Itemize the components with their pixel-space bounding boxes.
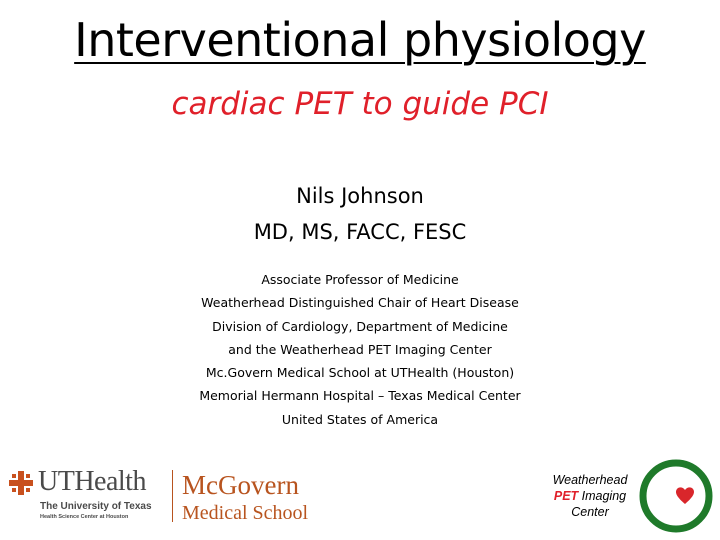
affiliation-line: and the Weatherhead PET Imaging Center <box>228 341 492 357</box>
affiliation-line: Mc.Govern Medical School at UTHealth (Houston) <box>205 365 515 381</box>
logo-divider <box>172 470 173 522</box>
affiliation-line: Division of Cardiology, Department of Medicine <box>212 318 508 334</box>
uthealth-subtitle-small: Health Science Center at Houston <box>40 514 129 520</box>
heart-icon <box>676 487 694 504</box>
uthealth-subtitle: The University of Texas <box>40 501 152 512</box>
affiliation-line: Weatherhead Distinguished Chair of Heart Disease <box>201 295 519 311</box>
pet-center-logo <box>638 458 714 534</box>
pet-center-line1: Weatherhead <box>552 473 628 487</box>
mcgovern-school: Medical School <box>182 502 309 524</box>
affiliation-line: Associate Professor of Medicine <box>261 272 459 287</box>
affiliation-line: Memorial Hermann Hospital – Texas Medical Center <box>199 388 521 404</box>
mcgovern-wordmark: McGovern <box>182 470 299 500</box>
uthealth-logo <box>8 468 168 526</box>
uthealth-wordmark: UTHealth <box>38 466 146 497</box>
speaker-credentials: MD, MS, FACC, FESC <box>253 220 467 244</box>
pet-center-label <box>540 472 640 520</box>
speaker-name: Nils Johnson <box>296 184 424 208</box>
pet-center-imaging: Imaging <box>578 489 627 503</box>
pet-center-line2 <box>540 488 640 504</box>
pet-center-line3: Center <box>571 505 609 519</box>
uthealth-cross-icon <box>8 470 34 496</box>
speaker-block <box>0 178 720 250</box>
mcgovern-logo <box>182 470 342 526</box>
affiliation-line: United States of America <box>281 411 439 427</box>
slide-subtitle: cardiac PET to guide PCI <box>171 86 549 122</box>
affiliation-list <box>0 268 720 431</box>
pet-center-pet: PET <box>553 489 579 503</box>
slide-title: Interventional physiology <box>74 13 646 67</box>
green-ring-icon <box>643 463 709 529</box>
